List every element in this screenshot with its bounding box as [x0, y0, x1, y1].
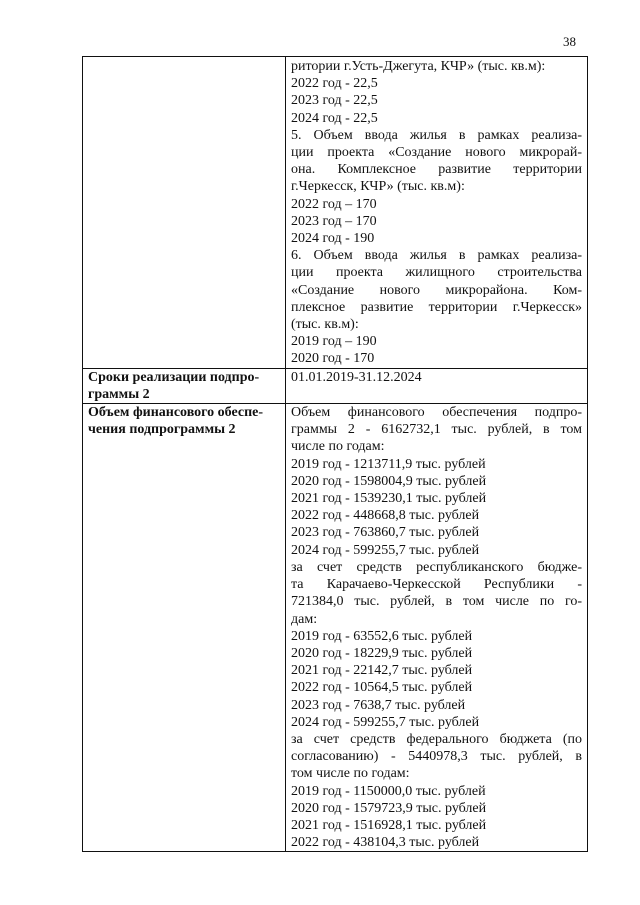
row-value-line: 2023 год - 763860,7 тыс. рублей — [291, 525, 480, 541]
row-value-line: плексное развитие территории г.Черкесск» — [291, 299, 582, 315]
row-value-line: 2023 год - 7638,7 тыс. рублей — [291, 697, 466, 713]
row-value-line: 2024 год - 599255,7 тыс. рублей — [291, 542, 480, 558]
row-value-line: Объем финансового обеспечения подпро- — [291, 405, 582, 421]
row-value-line: 2019 год - 1213711,9 тыс. рублей — [291, 456, 486, 472]
row-value-cell — [286, 368, 588, 403]
row-value-line: числе по годам: — [291, 439, 385, 455]
row-label-line: граммы 2 — [88, 386, 150, 402]
row-value-line: 01.01.2019-31.12.2024 — [291, 369, 422, 385]
row-value-line: 2020 год - 1598004,9 тыс. рублей — [291, 473, 487, 489]
row-label-cell — [83, 404, 286, 852]
row-value-line: 2024 год - 190 — [291, 231, 375, 247]
row-value-line: 2024 год - 599255,7 тыс. рублей — [291, 714, 480, 730]
row-value-line: 2019 год - 63552,6 тыс. рублей — [291, 628, 473, 644]
row-value-line: 2020 год - 170 — [291, 351, 375, 367]
row-value-line: 2021 год - 1539230,1 тыс. рублей — [291, 491, 487, 507]
row-label-cell — [83, 368, 286, 403]
subprogram-passport-table — [82, 56, 588, 852]
row-value-line: 2023 год - 22,5 — [291, 93, 378, 109]
row-label-cell — [83, 57, 286, 369]
row-value-cell — [286, 404, 588, 852]
row-value-line: граммы 2 - 6162732,1 тыс. рублей, в том — [291, 422, 582, 438]
row-value-line: 6. Объем ввода жилья в рамках реализа- — [291, 248, 582, 264]
row-value-line: 721384,0 тыс. рублей, в том числе по го- — [291, 594, 582, 610]
row-value-line: 2022 год - 438104,3 тыс. рублей — [291, 835, 480, 851]
row-value-line: 2019 год – 190 — [291, 334, 377, 350]
row-value-line: та Карачаево-Черкесской Республики - — [291, 577, 582, 593]
row-value-line: 2019 год - 1150000,0 тыс. рублей — [291, 783, 486, 799]
financing-volume-row — [83, 404, 588, 852]
row-value-line: 2021 год - 1516928,1 тыс. рублей — [291, 817, 487, 833]
row-value-line: 2024 год - 22,5 — [291, 110, 378, 126]
row-label-line: Объем финансового обеспе- — [88, 405, 264, 421]
row-value-cell — [286, 57, 588, 369]
row-value-line: 2023 год – 170 — [291, 213, 377, 229]
row-value-line: ции проекта жилищного строительства — [291, 265, 582, 281]
row-value-line: 2022 год - 448668,8 тыс. рублей — [291, 508, 480, 524]
page-number: 38 — [563, 34, 576, 49]
row-label-line: чения подпрограммы 2 — [88, 422, 236, 438]
row-label-line: Сроки реализации подпро- — [88, 369, 260, 385]
row-value-line: согласованию) - 5440978,3 тыс. рублей, в — [291, 749, 582, 765]
row-value-line: ритории г.Усть-Джегута, КЧР» (тыс. кв.м): — [291, 59, 546, 74]
housing-volume-row — [83, 57, 588, 369]
row-value-line: за счет средств республиканского бюдже- — [291, 559, 582, 575]
row-value-line: 2022 год – 170 — [291, 196, 377, 212]
row-value-line: (тыс. кв.м): — [291, 317, 359, 333]
row-value-line: за счет средств федерального бюджета (по — [291, 731, 582, 747]
row-value-line: она. Комплексное развитие территории — [291, 162, 582, 178]
row-value-line: г.Черкесск, КЧР» (тыс. кв.м): — [291, 179, 465, 195]
row-value-line: 2020 год - 1579723,9 тыс. рублей — [291, 800, 487, 816]
implementation-period-row — [83, 368, 588, 403]
row-value-line: дам: — [291, 611, 318, 627]
row-value-line: том числе по годам: — [291, 766, 410, 782]
row-value-line: 5. Объем ввода жилья в рамках реализа- — [291, 127, 582, 143]
row-value-line: 2022 год - 22,5 — [291, 76, 378, 92]
row-value-line: ции проекта «Создание нового микрорай- — [291, 145, 582, 161]
row-value-line: 2020 год - 18229,9 тыс. рублей — [291, 645, 473, 661]
row-value-line: 2022 год - 10564,5 тыс. рублей — [291, 680, 473, 696]
row-value-line: 2021 год - 22142,7 тыс. рублей — [291, 663, 473, 679]
row-value-line: «Создание нового микрорайона. Ком- — [291, 282, 582, 298]
